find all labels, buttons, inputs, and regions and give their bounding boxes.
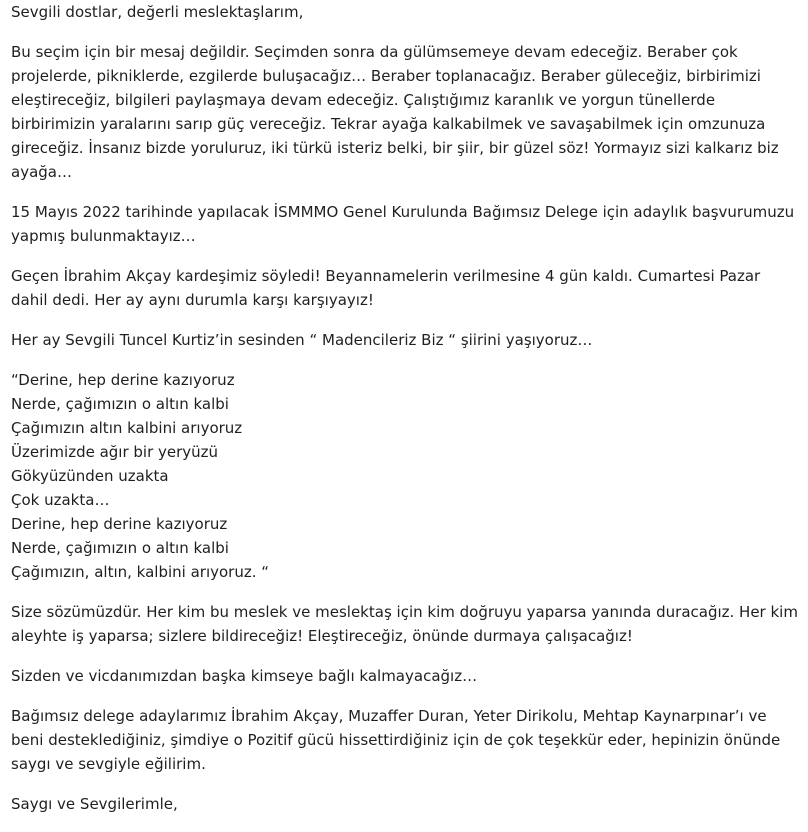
closing: Saygı ve Sevgilerimle, [11,795,178,813]
letter-body [11,0,801,816]
paragraph-intro: Bu seçim için bir mesaj değildir. Seçimden sonra da gülümsemeye devam edeceğiz. Beraber çok projelerde, pikniklerde, ezgilerde buluşacağız… Beraber toplanacağız. Beraber güleceğiz, birbirimizi eleştireceğiz, bilgileri paylaşmaya devam edeceğiz. Çalıştığımız karanlık ve yorgun tünellerde birbirimizin yaralarını sarıp güç vereceğiz. Tekrar ayağa kalkabilmek ve savaşabilmek için omzunuza gireceğiz. İnsanız bizde yoruluruz, iki türkü isteriz belki, bir şiir, bir güzel söz! Yormayız sizi kalkarız biz ayağa… [11,43,779,181]
paragraph-poem-intro: Her ay Sevgili Tuncel Kurtiz’in sesinden “ Madencileriz Biz “ şiirini yaşıyoruz… [11,331,593,349]
poem-line: Nerde, çağımızın o altın kalbi [11,539,229,557]
paragraph-candidacy: 15 Mayıs 2022 tarihinde yapılacak İSMMMO Genel Kurulunda Bağımsız Delege için adaylık başvurumuzu yapmış bulunmaktayız… [11,203,795,245]
poem-line: Gökyüzünden uzakta [11,467,169,485]
poem-line: Çok uzakta… [11,491,110,509]
paragraph-promise: Size sözümüzdür. Her kim bu meslek ve meslektaş için kim doğruyu yaparsa yanında duracağız. Her kim aleyhte iş yaparsa; sizlere bildireceğiz! Eleştireceğiz, önünde durmaya çalışacağız! [11,603,798,645]
poem-line: Çağımızın altın kalbini arıyoruz [11,419,243,437]
paragraph-thanks: Bağımsız delege adaylarımız İbrahim Akçay, Muzaffer Duran, Yeter Dirikolu, Mehtap Kaynarpınar’ı ve beni desteklediğiniz, şimdiye o Pozitif gücü hissettirdiğiniz için de çok teşekkür eder, hepinizin önünde saygı ve sevgiyle eğilirim. [11,707,781,773]
poem-line: “Derine, hep derine kazıyoruz [11,371,235,389]
poem-line: Derine, hep derine kazıyoruz [11,515,228,533]
paragraph-deadline: Geçen İbrahim Akçay kardeşimiz söyledi! Beyannamelerin verilmesine 4 gün kaldı. Cumartesi Pazar dahil dedi. Her ay aynı durumla karşı karşıyayız! [11,267,761,309]
poem-line: Üzerimizde ağır bir yeryüzü [11,443,219,461]
poem-block [11,368,801,584]
poem-line: Nerde, çağımızın o altın kalbi [11,395,229,413]
greeting: Sevgili dostlar, değerli meslektaşlarım, [11,3,304,21]
paragraph-independence: Sizden ve vicdanımızdan başka kimseye bağlı kalmayacağız… [11,667,478,685]
poem-line: Çağımızın, altın, kalbini arıyoruz. “ [11,563,270,581]
